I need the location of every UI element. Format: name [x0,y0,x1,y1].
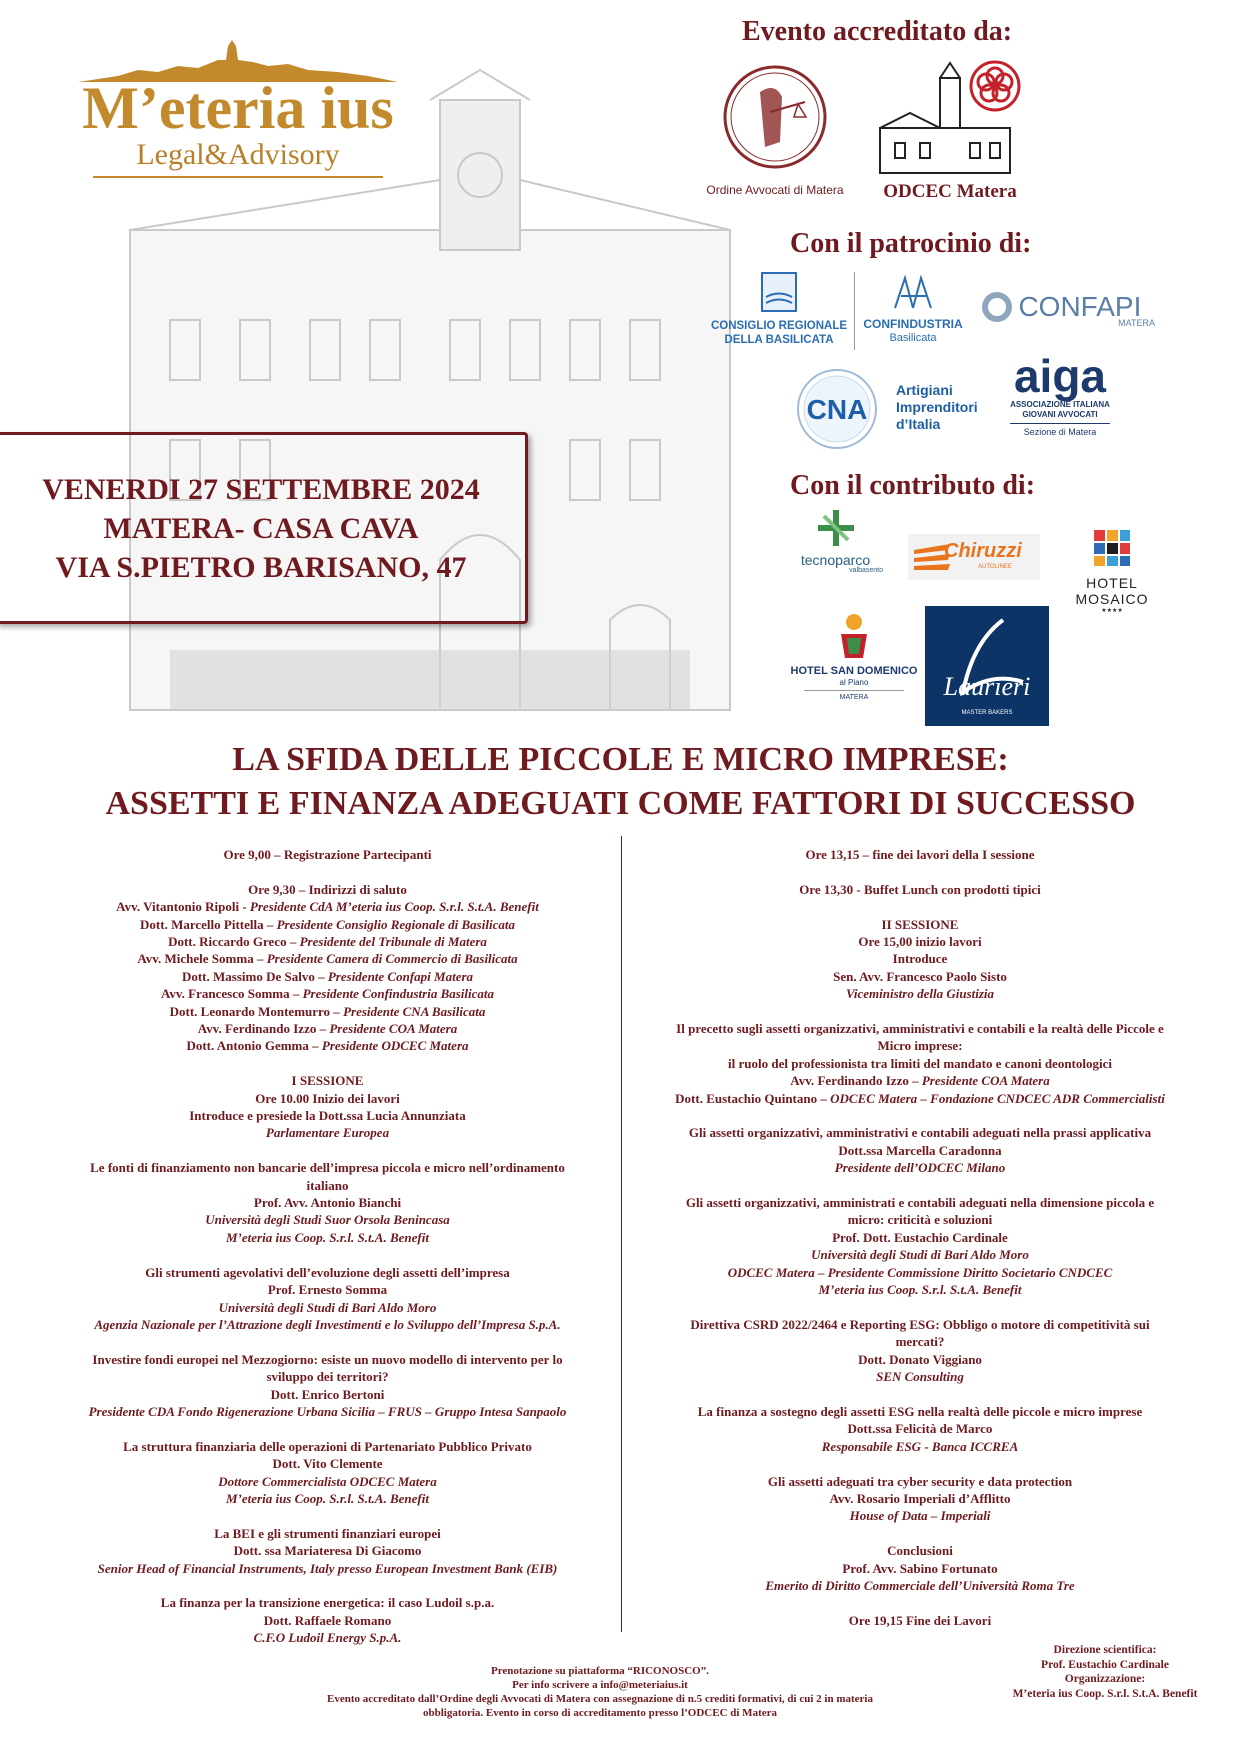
program-line [40,1473,615,1490]
confapi-label: CONFAPI [1018,291,1142,322]
consiglio-label-2: DELLA BASILICATA [724,334,834,346]
laurieri-label: Laurieri [943,672,1031,701]
program-line [40,846,615,863]
tecnoparco-logo [788,508,883,576]
san-domenico-label: HOTEL SAN DOMENICO [790,665,918,677]
san-domenico-city: MATERA [839,694,869,701]
aiga-text-2: GIOVANI AVVOCATI [1022,410,1098,419]
program-line [640,1351,1200,1368]
program-line [40,1351,615,1368]
confapi-icon [980,290,1014,324]
event-address: VIA S.PIETRO BARISANO, 47 [55,550,467,584]
program-role: Senior Head of Financial Instruments, Italy presso European Investment Bank (EIB) [97,1560,558,1576]
program-text: Ore 9,30 – Indirizzi di saluto [248,881,407,897]
program-text: La finanza per la transizione energetica: il caso Ludoil s.p.a. [160,1595,495,1611]
program-text: Dott. ssa Mariateresa Di Giacomo [233,1543,422,1559]
program-line [640,950,1200,967]
san-domenico-sub: al Piano [839,678,869,687]
consiglio-label-1: CONSIGLIO REGIONALE [710,320,848,332]
program-text: Investire fondi europei nel Mezzogiorno: esiste un nuovo modello di intervento per lo [92,1351,563,1367]
program-text: Dott. Raffaele Romano [263,1612,392,1628]
oam-logo [690,62,860,197]
program-role: Presidente CDA Fondo Rigenerazione Urbana Sicilia – FRUS – Gruppo Intesa Sanpaolo [88,1403,567,1419]
program-role: Emerito di Diritto Commerciale dell’Università Roma Tre [765,1577,1075,1593]
confapi-city: MATERA [1118,318,1155,328]
program-text: Le fonti di finanziamento non bancarie dell’impresa piccola e micro nell’ordinamento [90,1160,565,1176]
program-line [640,881,1200,898]
program-line [40,1090,615,1107]
program-text: Prof. Ernesto Somma [267,1282,388,1298]
program-text: Prof. Dott. Eustachio Cardinale [832,1229,1008,1245]
program-line [640,1281,1200,1298]
program-line [40,1020,615,1037]
program-text: Gli assetti adeguati tra cyber security e data protection [767,1473,1073,1489]
program-spacer [640,1455,1200,1472]
program-line [640,1229,1200,1246]
program-spacer [40,1507,615,1524]
aiga-logo [1004,352,1116,438]
program-text: Introduce e presiede la Dott.ssa Lucia Annunziata [189,1108,466,1124]
footer-line-4: obbligatoria. Evento in corso di accreditamento presso l’ODCEC di Matera [422,1707,777,1719]
program-role: Presidente Camera di Commercio di Basilicata [266,951,518,967]
program-line [40,1003,615,1020]
program-role: Università degli Studi di Bari Aldo Moro [218,1299,437,1315]
direction-line-3: Organizzazione: [1064,1673,1146,1685]
program-line [40,1124,615,1141]
program-line [640,968,1200,985]
aiga-text-1: ASSOCIAZIONE ITALIANA [1010,400,1110,409]
program-line [40,1264,615,1281]
cna-text-1: Artigiani [896,382,953,398]
program-spacer [640,1003,1200,1020]
footer-line-2: Per info scrivere a info@meteriaius.it [512,1679,688,1691]
program-line [40,1560,615,1577]
program-spacer [40,1333,615,1350]
program-role: M’eteria ius Coop. S.r.l. S.t.A. Benefit [226,1490,429,1506]
program-text: Avv. Francesco Somma – [160,986,303,1002]
program-role: M’eteria ius Coop. S.r.l. S.t.A. Benefit [226,1229,429,1245]
program-role: Parlamentare Europea [265,1125,390,1141]
aiga-text-3: Sezione di Matera [1023,427,1097,437]
program-text: Direttiva CSRD 2022/2464 e Reporting ESG: Obbligo o motore di competitività sui [690,1316,1150,1332]
program-line [40,1542,615,1559]
cna-text-3: d’Italia [896,416,941,432]
program-line [640,1142,1200,1159]
program-role: ODCEC Matera – Fondazione CNDCEC ADR Commercialisti [830,1090,1165,1106]
program-line [40,1211,615,1228]
program-text: Ore 9,00 – Registrazione Partecipanti [223,847,432,862]
program-line [40,1299,615,1316]
program-text: Ore 19,15 Fine dei Lavori [848,1612,992,1628]
program-line [640,916,1200,933]
scales-of-justice-icon [720,62,830,172]
program-line [40,1455,615,1472]
hotel-san-domenico-logo [790,612,918,702]
program-role: M’eteria ius Coop. S.r.l. S.t.A. Benefit [818,1282,1022,1298]
program-session-two [640,846,1200,1629]
program-spacer [640,1107,1200,1124]
cna-text [896,382,978,433]
program-line [640,1420,1200,1437]
program-role: Presidente COA Matera [921,1073,1050,1089]
program-text: Il precetto sugli assetti organizzativi, amministrativi e contabili e la realtà delle Piccole e [676,1021,1164,1037]
program-spacer [640,1386,1200,1403]
logo-rule [93,176,383,178]
program-text: Dott. Riccardo Greco – [168,934,300,950]
program-session-one [40,846,615,1647]
aiga-label: aiga [1013,350,1107,402]
main-title [0,738,1241,826]
program-line [40,1229,615,1246]
tecnoparco-icon [816,508,856,548]
program-text: Ore 13,30 - Buffet Lunch con prodotti tipici [799,881,1041,897]
confindustria-logo [854,272,972,345]
program-text: Ore 15,00 inizio lavori [858,934,982,949]
program-text: Dott. Eustachio Quintano – [675,1090,831,1106]
oam-label: Ordine Avvocati di Matera [706,183,844,197]
program-line [40,1194,615,1211]
program-spacer [40,863,615,880]
program-text: Conclusioni [887,1543,953,1559]
program-text: Avv. Rosario Imperiali d’Afflitto [829,1490,1011,1506]
program-text: sviluppo dei territori? [266,1369,389,1385]
patronage-heading: Con il patrocinio di: [790,228,1032,259]
cna-text-2: Imprenditori [896,399,978,415]
program-text: La struttura finanziaria delle operazioni di Partenariato Pubblico Privato [123,1438,532,1454]
program-role: Presidente Consiglio Regionale di Basilicata [276,916,515,932]
cna-logo [796,368,996,450]
program-role: Presidente Confapi Matera [327,968,474,984]
program-text: Sen. Avv. Francesco Paolo Sisto [833,968,1007,984]
program-text: italiano [306,1177,349,1193]
program-line [40,1037,615,1054]
title-line-2: ASSETTI E FINANZA ADEGUATI COME FATTORI DI SUCCESSO [105,785,1136,822]
program-text: Dott. Vito Clemente [272,1456,383,1472]
program-line [640,1507,1200,1524]
program-line [640,1368,1200,1385]
odcec-emblem-icon [870,58,1030,176]
program-line [40,1107,615,1124]
direction-line-2: Prof. Eustachio Cardinale [1041,1658,1169,1671]
aiga-rule [1010,423,1110,424]
program-spacer [640,1177,1200,1194]
direction-line-4: M’eteria ius Coop. S.r.l. S.t.A. Benefit [1012,1687,1198,1700]
event-date: VENERDI 27 SETTEMBRE 2024 [42,472,480,506]
program-line [640,1055,1200,1072]
program-text: La finanza a sostegno degli assetti ESG nella realtà delle piccole e micro imprese [697,1403,1143,1419]
confindustria-label: CONFINDUSTRIA [863,317,963,331]
program-line [640,985,1200,1002]
column-divider [621,836,622,1632]
program-line [640,1037,1200,1054]
program-line [640,1560,1200,1577]
program-role: Presidente ODCEC Matera [321,1038,469,1054]
odcec-label: ODCEC Matera [883,181,1017,202]
tecnoparco-label: tecnoparco [800,552,871,568]
program-text: Ore 13,15 – fine dei lavori della I sessione [805,847,1035,862]
program-role: C.F.O Ludoil Energy S.p.A. [253,1630,402,1646]
program-text: Dott. Leonardo Montemurro – [169,1003,344,1019]
title-line-1: LA SFIDA DELLE PICCOLE E MICRO IMPRESE: [232,741,1009,778]
program-line [40,1629,615,1646]
program-text: I SESSIONE [291,1073,364,1089]
program-text: Dott. Antonio Gemma – [186,1038,322,1054]
program-text: Dott. Marcello Pittella – [140,916,277,932]
program-role: Presidente dell’ODCEC Milano [834,1160,1006,1176]
program-line [640,1246,1200,1263]
program-line [40,950,615,967]
program-line [640,1072,1200,1089]
program-text: Gli assetti organizzativi, amministrati e contabili adeguati nella dimensione piccola e [685,1195,1155,1211]
meteria-ius-logo [68,40,408,215]
program-line [40,968,615,985]
program-line [40,1281,615,1298]
program-line [640,1577,1200,1594]
odcec-logo [870,58,1030,203]
program-line [40,933,615,950]
program-line [40,985,615,1002]
program-line [40,1072,615,1089]
event-date-box [0,432,528,624]
event-place: MATERA- CASA CAVA [103,511,419,545]
footer-line-1: Prenotazione su piattaforma “RICONOSCO”. [491,1665,709,1677]
direction-line-1: Direzione scientifica: [1053,1644,1157,1656]
registration-footer [250,1664,950,1720]
program-line [40,916,615,933]
program-line [40,898,615,915]
program-role: SEN Consulting [876,1369,964,1385]
program-role: Presidente CdA M’eteria ius Coop. S.r.l. S.t.A. Benefit [249,899,539,915]
program-spacer [640,1298,1200,1315]
regione-basilicata-icon [761,272,797,312]
program-spacer [40,1055,615,1072]
program-role: Viceministro della Giustizia [845,986,995,1002]
program-spacer [40,1420,615,1437]
program-role: Dottore Commercialista ODCEC Matera [218,1473,437,1489]
san-domenico-rule [804,690,904,691]
program-line [40,1438,615,1455]
program-text: mercati? [895,1334,945,1350]
program-line [640,1490,1200,1507]
hotel-mosaico-logo [1054,528,1170,614]
san-domenico-emblem-icon [831,612,877,660]
program-line [640,1159,1200,1176]
program-text: il ruolo del professionista tra limiti del mandato e canoni deontologici [728,1055,1112,1071]
program-text: Avv. Michele Somma – [137,951,267,967]
program-text: Avv. Ferdinando Izzo – [790,1073,922,1089]
mosaico-icon [1092,528,1132,568]
program-text: Micro imprese: [877,1038,963,1054]
program-spacer [40,1142,615,1159]
program-spacer [640,1594,1200,1611]
program-line [640,1403,1200,1420]
program-text: micro: criticità e soluzioni [847,1212,993,1228]
program-line [640,1211,1200,1228]
chiruzzi-sub: AUTOLINEE [978,564,1012,570]
program-line [640,933,1200,950]
accreditation-heading: Evento accreditato da: [742,16,1013,47]
mosaico-label: HOTEL MOSAICO [1075,575,1149,607]
program-line [640,1090,1200,1107]
laurieri-logo [925,606,1049,726]
program-role: Presidente del Tribunale di Matera [299,934,487,950]
program-line [40,1177,615,1194]
footer-line-3: Evento accreditato dall’Ordine degli Avvocati di Matera con assegnazione di n.5 crediti formativi, di cui 2 in materia [327,1693,873,1705]
program-text: II SESSIONE [881,916,959,932]
cna-label: CNA [806,394,868,425]
program-text: Gli strumenti agevolativi dell’evoluzione degli assetti dell’impresa [145,1264,510,1280]
program-text: La BEI e gli strumenti finanziari europei [214,1525,441,1541]
confapi-logo [980,290,1155,328]
program-text: Gli assetti organizzativi, amministrativi e contabili adeguati nella prassi applicativa [688,1125,1152,1141]
program-role: Responsabile ESG - Banca ICCREA [821,1438,1019,1454]
program-text: Ore 10.00 Inizio dei lavori [255,1090,400,1106]
program-text: Dott.ssa Marcella Caradonna [838,1142,1002,1158]
program-line [640,1333,1200,1350]
chiruzzi-label: Chiruzzi [944,540,1022,562]
program-role: Università degli Studi Suor Orsola Benincasa [205,1212,450,1228]
tecnoparco-sub: valbasento [849,567,883,574]
program-text: Introduce [892,951,948,967]
program-line [40,1386,615,1403]
program-role: ODCEC Matera – Presidente Commissione Diritto Societario CNDCEC [727,1264,1113,1280]
program-line [640,1316,1200,1333]
program-line [640,1542,1200,1559]
logo-subtitle: Legal&Advisory [136,138,340,171]
program-line [40,881,615,898]
program-role: House of Data – Imperiali [849,1508,991,1524]
program-line [40,1594,615,1611]
program-line [640,1438,1200,1455]
program-role: Presidente COA Matera [329,1021,458,1037]
program-line [640,846,1200,863]
logo-brand: M’eteria ius [82,75,394,141]
program-line [40,1316,615,1333]
program-text: Prof. Avv. Antonio Bianchi [253,1195,402,1211]
program-spacer [40,1246,615,1263]
confindustria-icon [891,272,935,312]
program-line [40,1490,615,1507]
chiruzzi-logo [908,534,1040,580]
program-text: Dott.ssa Felicità de Marco [847,1421,993,1437]
program-text: Dott. Enrico Bertoni [270,1386,385,1402]
program-line [40,1403,615,1420]
program-text: Prof. Avv. Sabino Fortunato [842,1560,998,1576]
program-role: Università degli Studi di Bari Aldo Moro [811,1247,1029,1263]
program-spacer [640,863,1200,880]
program-line [640,1124,1200,1141]
mosaico-stars: ★★★★ [1101,608,1123,614]
scientific-direction [990,1643,1220,1701]
program-line [640,1020,1200,1037]
program-line [640,1612,1200,1629]
program-line [40,1159,615,1176]
program-line [40,1612,615,1629]
program-role: Presidente Confindustria Basilicata [302,986,495,1002]
laurieri-sub: MASTER BAKERS [961,710,1013,716]
program-spacer [40,1577,615,1594]
program-role: Presidente CNA Basilicata [343,1003,486,1019]
consiglio-regionale-logo [706,272,852,347]
program-spacer [640,898,1200,915]
program-spacer [640,1525,1200,1542]
program-role: Agenzia Nazionale per l’Attrazione degli Investimenti e lo Sviluppo dell’Impresa S.p.A. [94,1316,561,1332]
confindustria-region: Basilicata [889,332,937,344]
program-text: Dott. Donato Viggiano [858,1351,982,1367]
program-line [640,1473,1200,1490]
contribution-heading: Con il contributo di: [790,470,1036,501]
program-text: Avv. Ferdinando Izzo – [197,1021,330,1037]
program-text: Avv. Vitantonio Ripoli - [116,899,250,915]
program-line [640,1264,1200,1281]
program-text: Dott. Massimo De Salvo – [181,968,328,984]
program-line [40,1525,615,1542]
program-line [40,1368,615,1385]
program-line [640,1194,1200,1211]
